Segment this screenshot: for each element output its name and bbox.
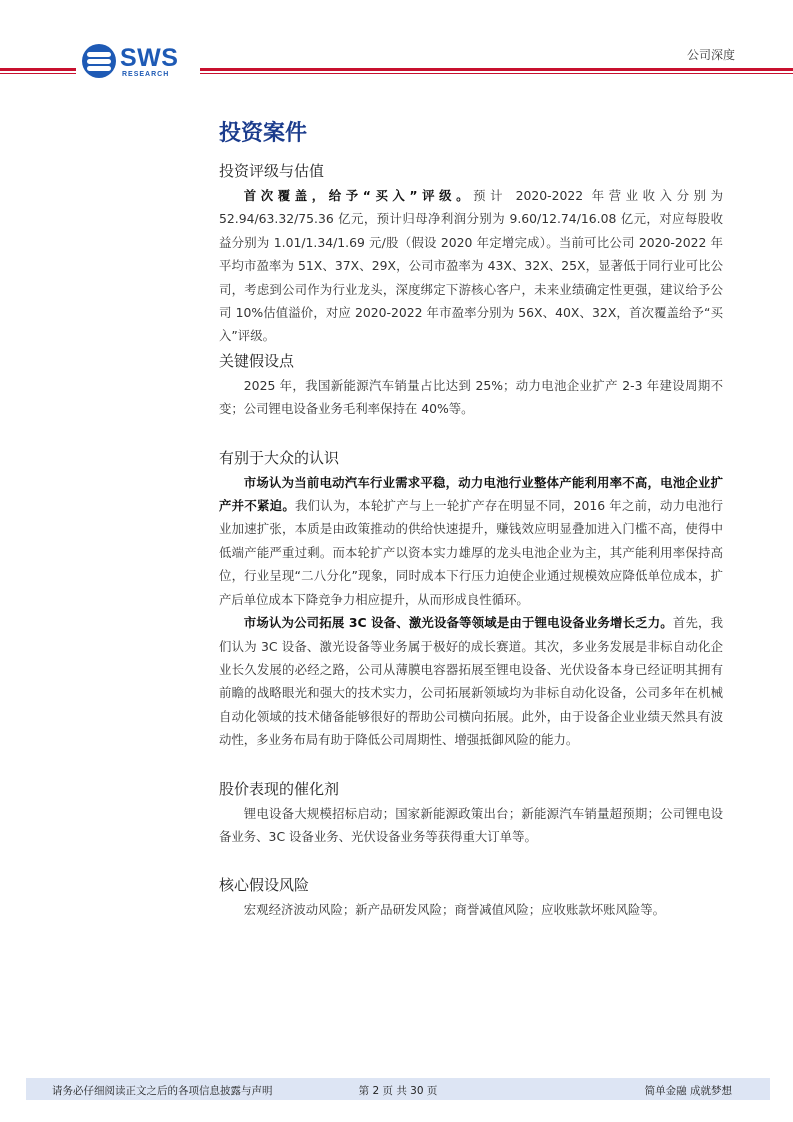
paragraph-text: 2025 年，我国新能源汽车销量占比达到 25%；动力电池企业扩产 2-3 年建设周期不变；公司锂电设备业务毛利率保持在 40%等。 [219, 377, 723, 417]
header-rule-right-thin [200, 73, 793, 74]
section-heading-differentiated-view: 有别于大众的认识 [219, 448, 340, 467]
paragraph-risks [219, 898, 723, 921]
header-rule-left-thin [0, 73, 76, 74]
header-rule-left [0, 68, 76, 71]
paragraph-text: 我们认为，本轮扩产与上一轮扩产存在明显不同，2016 年之前，动力电池行业加速扩张，本质是由政策推动的供给快速提升，赚钱效应明显叠加进入门槛不高，使得中低端产能严重过剩。而本轮扩产以资本实力雄厚的龙头电池企业为主，其产能利用率保持高位，行业呈现“二八分化”现象，同时成本下行压力迫使企业通过规模效应降低单位成本，扩产后单位成本下降竞争力相应提升，从而形成良性循环。 [219, 498, 723, 607]
paragraph-text: 首先，我们认为 3C 设备、激光设备等业务属于极好的成长赛道。其次，多业务发展是非标自动化企业长久发展的必经之路，公司从薄膜电容器拓展至锂电设备、光伏设备本身已经证明其拥有前瞻的战略眼光和强大的技术实力，公司拓展新领域均为非标自动化设备，公司多年在机械自动化领域的技术储备能够很好的帮助公司横向拓展。此外，由于设备企业业绩天然具有波动性，多业务布局有助于降低公司周期性、增强抵御风险的能力。 [219, 615, 724, 748]
section-heading-rating: 投资评级与估值 [219, 162, 325, 180]
main-content [219, 118, 723, 922]
section-heading-assumptions: 关键假设点 [219, 351, 295, 370]
paragraph-bold-lead: 市场认为公司拓展 3C 设备、激光设备等领域是由于锂电设备业务增长乏力。 [243, 615, 673, 631]
paragraph-text: 宏观经济波动风险；新产品研发风险；商誉减值风险；应收账款坏账风险等。 [243, 902, 666, 918]
paragraph-text: 预计 2020-2022 年营业收入分别为 52.94/63.32/75.36 亿元，预计归母净利润分别为 9.60/12.74/16.08 亿元，对应每股收益分别为 1.01/1.34/1.69 元/股（假设 2020 年定增完成）。当前可比公司 2020-2022 年平均市盈率为 51X、37X、29X，公司市盈率为 43X、32X、25X，显著低于同行业可比公司，考虑到公司作为行业龙头，深度绑定下游核心客户，未来业绩确定性更强，建议给予公司 10%估值溢价，对应 2020-2022 年市盈率分别为 56X、40X、32X，首次覆盖给予“买入”评级。 [219, 188, 723, 344]
paragraph-bold-lead: 首次覆盖，给予“买入”评级。 [243, 188, 474, 203]
paragraph-view-2 [219, 611, 723, 751]
page-footer [26, 1078, 770, 1100]
page-title: 投资案件 [219, 121, 308, 146]
logo-subtext: RESEARCH [122, 71, 170, 78]
paragraph-rating [219, 184, 723, 348]
paragraph-assumptions [219, 374, 723, 421]
paragraph-catalysts [219, 802, 723, 849]
sws-logo-icon [82, 44, 116, 78]
footer-page-number: 第 2 页 共 30 页 [358, 1085, 438, 1097]
header-rule-right [200, 68, 793, 71]
sws-logo [82, 44, 182, 82]
footer-disclaimer: 请务必仔细阅读正文之后的各项信息披露与声明 [52, 1085, 273, 1097]
paragraph-bold-lead: 市场认为当前电动汽车行业需求平稳，动力电池行业整体产能利用率不高，电池企业扩产并不紧迫。 [219, 474, 723, 514]
footer-slogan: 简单金融 成就梦想 [644, 1085, 732, 1097]
section-heading-catalysts: 股价表现的催化剂 [219, 779, 340, 798]
paragraph-text: 锂电设备大规模招标启动；国家新能源政策出台；新能源汽车销量超预期；公司锂电设备业务、3C 设备业务、光伏设备业务等获得重大订单等。 [219, 805, 723, 844]
section-heading-risks: 核心假设风险 [219, 876, 310, 895]
paragraph-view-1 [219, 471, 723, 611]
document-type-label: 公司深度 [686, 48, 735, 62]
logo-text: SWS [120, 44, 179, 72]
